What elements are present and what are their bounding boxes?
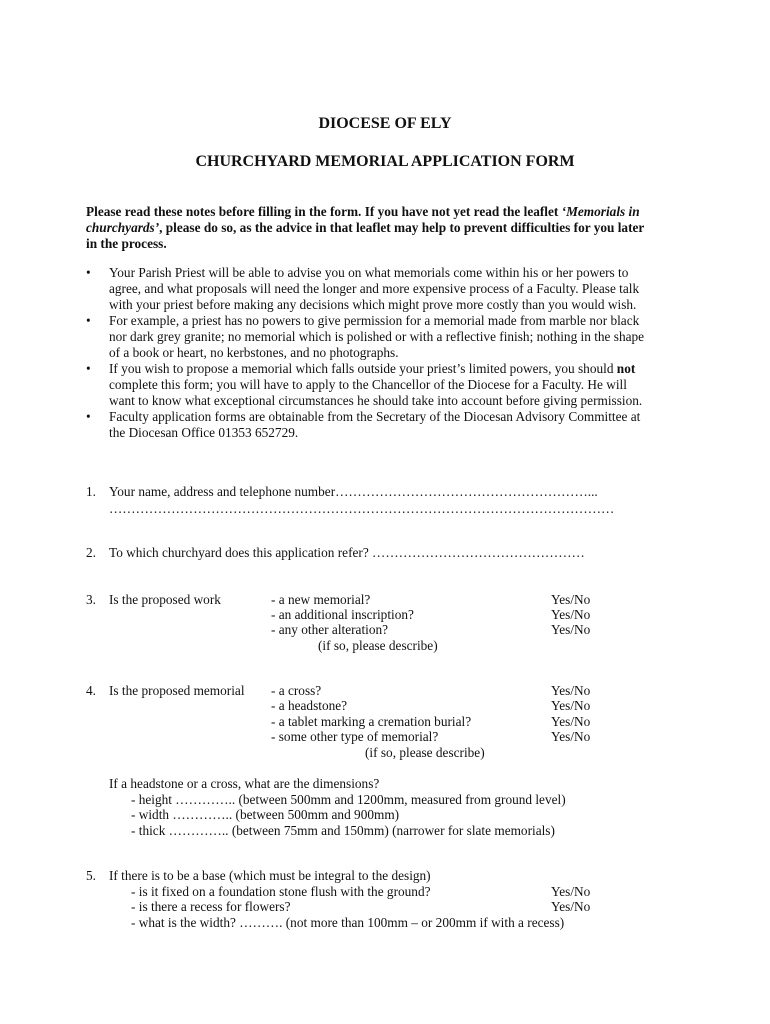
q4-describe-note: (if so, please describe) — [365, 745, 485, 760]
q5-width-field[interactable]: - what is the width? ………. (not more than 100mm – or 200mm if with a recess) — [131, 915, 565, 930]
q3-option-other-alteration: - any other alteration? — [271, 622, 389, 637]
leaflet-title: ‘Memorials in — [561, 204, 640, 219]
dimension-height-field[interactable]: - height ………….. (between 500mm and 1200mm, measured from ground level) — [131, 792, 566, 807]
bullet-line: the Diocesan Office 01353 652729. — [109, 425, 299, 440]
intro-notes — [86, 204, 696, 252]
q5-answer-yes-no[interactable]: Yes/No — [551, 884, 591, 899]
page-title: DIOCESE OF ELY — [318, 115, 452, 132]
q1-name-address-field-cont[interactable]: …………………………………………………………………………………………………… — [109, 501, 615, 516]
q2-churchyard-field[interactable]: To which churchyard does this application refer? ………………………………………… — [109, 545, 585, 560]
q4-option-cross: - a cross? — [271, 683, 322, 698]
q3-label: Is the proposed work — [109, 592, 221, 607]
guidance-bullet-list — [86, 265, 686, 441]
form-title: CHURCHYARD MEMORIAL APPLICATION FORM — [195, 153, 575, 170]
emphasis-not: not — [616, 361, 636, 376]
bullet-icon: • — [86, 313, 91, 328]
leaflet-title-cont: churchyards’ — [86, 220, 160, 235]
q2-number: 2. — [86, 545, 96, 560]
q5-answer-yes-no[interactable]: Yes/No — [551, 899, 591, 914]
bullet-line: of a book or heart, no kerbstones, and no photographs. — [109, 345, 399, 360]
q4-label: Is the proposed memorial — [109, 683, 245, 698]
bullet-line: For example, a priest has no powers to give permission for a memorial made from marble nor black — [109, 313, 640, 328]
q4-option-headstone: - a headstone? — [271, 698, 348, 713]
q4-option-tablet: - a tablet marking a cremation burial? — [271, 714, 472, 729]
q1-number: 1. — [86, 484, 96, 499]
bullet-line: with your priest before making any decisions which might prove more costly than you would wish. — [109, 297, 637, 312]
q5-label: If there is to be a base (which must be integral to the design) — [109, 868, 431, 883]
q3-option-additional-inscription: - an additional inscription? — [271, 607, 414, 622]
bullet-icon: • — [86, 361, 91, 376]
q4-answer-yes-no[interactable]: Yes/No — [551, 714, 591, 729]
q5-item-foundation: - is it fixed on a foundation stone flush with the ground? — [131, 884, 431, 899]
bullet-line: nor dark grey granite; no memorial which is polished or with a reflective finish; nothing in the shape — [109, 329, 645, 344]
bullet-line: Faculty application forms are obtainable from the Secretary of the Diocesan Advisory Committee at — [109, 409, 641, 424]
q1-name-address-field[interactable]: Your name, address and telephone number…………………………………………………... — [109, 484, 598, 499]
q3-answer-yes-no[interactable]: Yes/No — [551, 607, 591, 622]
bullet-item — [86, 409, 686, 441]
q3-number: 3. — [86, 592, 96, 607]
bullet-icon: • — [86, 409, 91, 424]
dimension-width-field[interactable]: - width ………….. (between 500mm and 900mm) — [131, 807, 400, 822]
bullet-line: agree, and what proposals will need the longer and more expensive process of a Faculty. Please talk — [109, 281, 640, 296]
intro-line3: in the process. — [86, 236, 167, 251]
bullet-item — [86, 313, 686, 361]
bullet-line: Your Parish Priest will be able to advise you on what memorials come within his or her powers to — [109, 265, 629, 280]
q3-describe-note: (if so, please describe) — [318, 638, 438, 653]
q3-answer-yes-no[interactable]: Yes/No — [551, 622, 591, 637]
bullet-item — [86, 265, 686, 313]
intro-line2: , please do so, as the advice in that leaflet may help to prevent difficulties for you later — [159, 220, 645, 235]
q4-option-other-type: - some other type of memorial? — [271, 729, 439, 744]
bullet-line: want to know what exceptional circumstances he should take into account before giving permission. — [109, 393, 643, 408]
bullet-line: If you wish to propose a memorial which falls outside your priest’s limited powers, you should — [109, 361, 617, 376]
q4-answer-yes-no[interactable]: Yes/No — [551, 698, 591, 713]
q3-option-new-memorial: - a new memorial? — [271, 592, 371, 607]
dimensions-heading: If a headstone or a cross, what are the dimensions? — [109, 776, 380, 791]
q5-item-recess: - is there a recess for flowers? — [131, 899, 291, 914]
bullet-line: complete this form; you will have to apply to the Chancellor of the Diocese for a Faculty. He will — [109, 377, 627, 392]
q4-answer-yes-no[interactable]: Yes/No — [551, 729, 591, 744]
intro-line1: Please read these notes before filling in the form. If you have not yet read the leaflet — [86, 204, 562, 219]
dimension-thickness-field[interactable]: - thick ………….. (between 75mm and 150mm) (narrower for slate memorials) — [131, 823, 555, 838]
q4-answer-yes-no[interactable]: Yes/No — [551, 683, 591, 698]
bullet-item — [86, 361, 686, 409]
bullet-icon: • — [86, 265, 91, 280]
q5-number: 5. — [86, 868, 96, 883]
q4-number: 4. — [86, 683, 96, 698]
q3-answer-yes-no[interactable]: Yes/No — [551, 592, 591, 607]
